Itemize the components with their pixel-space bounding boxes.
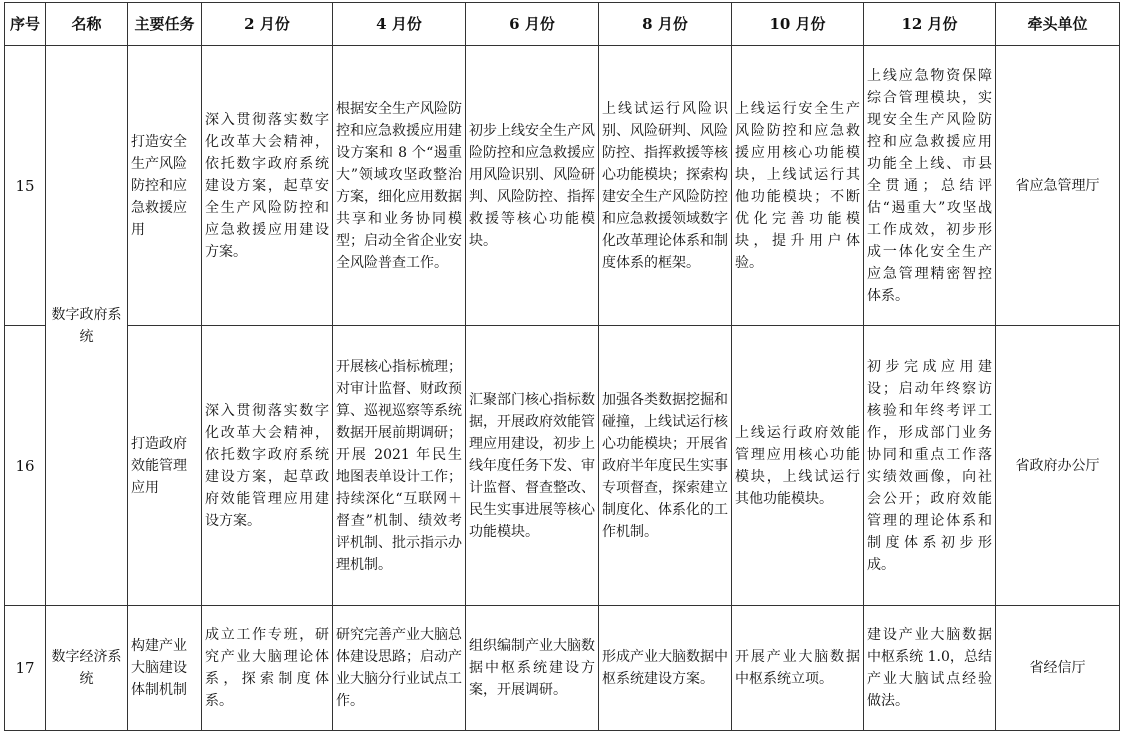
- header-task: 主要任务: [128, 3, 202, 46]
- header-dec: 12 月份: [864, 3, 996, 46]
- header-row: [5, 3, 1120, 46]
- header-jun: 6 月份: [466, 3, 599, 46]
- row-lead: 省政府办公厅: [996, 326, 1120, 606]
- header-no: 序号: [5, 3, 46, 46]
- row-dec: 建设产业大脑数据中枢系统 1.0，总结产业大脑试点经验做法。: [864, 606, 996, 731]
- row-task: 打造政府效能管理应用: [128, 326, 202, 606]
- row-jun: 初步上线安全生产风险防控和应急救援应用风险识别、风险研判、风险防控、指挥救援等核心功能模块。: [466, 46, 599, 326]
- header-feb: 2 月份: [202, 3, 333, 46]
- row-aug: 形成产业大脑数据中枢系统建设方案。: [599, 606, 732, 731]
- header-apr: 4 月份: [333, 3, 466, 46]
- row-lead: 省应急管理厅: [996, 46, 1120, 326]
- row-oct: 开展产业大脑数据中枢系统立项。: [732, 606, 864, 731]
- row-oct: 上线运行安全生产风险防控和应急救援应用核心功能模块，上线试运行其他功能模块；不断优化完善功能模块，提升用户体验。: [732, 46, 864, 326]
- row-dec: 上线应急物资保障综合管理模块，实现安全生产风险防控和应急救援应用功能全上线、市县全贯通；总结评估“遏重大”攻坚战工作成效，初步形成一体化安全生产应急管理精密智控体系。: [864, 46, 996, 326]
- row-lead: 省经信厅: [996, 606, 1120, 731]
- row-no: 15: [5, 46, 46, 326]
- header-oct: 10 月份: [732, 3, 864, 46]
- row-feb: 成立工作专班，研究产业大脑理论体系，探索制度体系。: [202, 606, 333, 731]
- table-row: [5, 326, 1120, 606]
- row-feb: 深入贯彻落实数字化改革大会精神，依托数字政府系统建设方案，起草政府效能管理应用建设方案。: [202, 326, 333, 606]
- row-task: 构建产业大脑建设体制机制: [128, 606, 202, 731]
- row-oct: 上线运行政府效能管理应用核心功能模块，上线试运行其他功能模块。: [732, 326, 864, 606]
- row-feb: 深入贯彻落实数字化改革大会精神，依托数字政府系统建设方案，起草安全生产风险防控和应急救援应用建设方案。: [202, 46, 333, 326]
- system-name-cell: 数字政府系统: [46, 46, 128, 606]
- row-aug: 加强各类数据挖掘和碰撞，上线试运行核心功能模块；开展省政府半年度民生实事专项督查，探索建立制度化、体系化的工作机制。: [599, 326, 732, 606]
- row-apr: 根据安全生产风险防控和应急救援应用建设方案和 8 个“遏重大”领域攻坚政整治方案，细化应用数据共享和业务协同模型；启动全省企业安全风险普查工作。: [333, 46, 466, 326]
- row-jun: 组织编制产业大脑数据中枢系统建设方案，开展调研。: [466, 606, 599, 731]
- row-apr: 开展核心指标梳理；对审计监督、财政预算、巡视巡察等系统数据开展前期调研；开展 2021 年民生地图表单设计工作；持续深化“互联网＋督查”机制、绩效考评机制、批示指示办理机制。: [333, 326, 466, 606]
- row-jun: 汇聚部门核心指标数据，开展政府效能管理应用建设，初步上线年度任务下发、审计监督、督查整改、民生实事进展等核心功能模块。: [466, 326, 599, 606]
- row-no: 16: [5, 326, 46, 606]
- row-dec: 初步完成应用建设；启动年终察访核验和年终考评工作，形成部门业务协同和重点工作落实绩效画像，向社会公开；政府效能管理的理论体系和制度体系初步形成。: [864, 326, 996, 606]
- header-lead: 牵头单位: [996, 3, 1120, 46]
- table-row: [5, 606, 1120, 731]
- task-schedule-table: [4, 2, 1120, 731]
- table-row: [5, 46, 1120, 326]
- row-aug: 上线试运行风险识别、风险研判、风险防控、指挥救援等核心功能模块；探索构建安全生产风险防控和应急救援领域数字化改革理论体系和制度体系的框架。: [599, 46, 732, 326]
- system-name-cell: 数字经济系统: [46, 606, 128, 731]
- row-no: 17: [5, 606, 46, 731]
- header-aug: 8 月份: [599, 3, 732, 46]
- row-apr: 研究完善产业大脑总体建设思路；启动产业大脑分行业试点工作。: [333, 606, 466, 731]
- header-name: 名称: [46, 3, 128, 46]
- row-task: 打造安全生产风险防控和应急救援应用: [128, 46, 202, 326]
